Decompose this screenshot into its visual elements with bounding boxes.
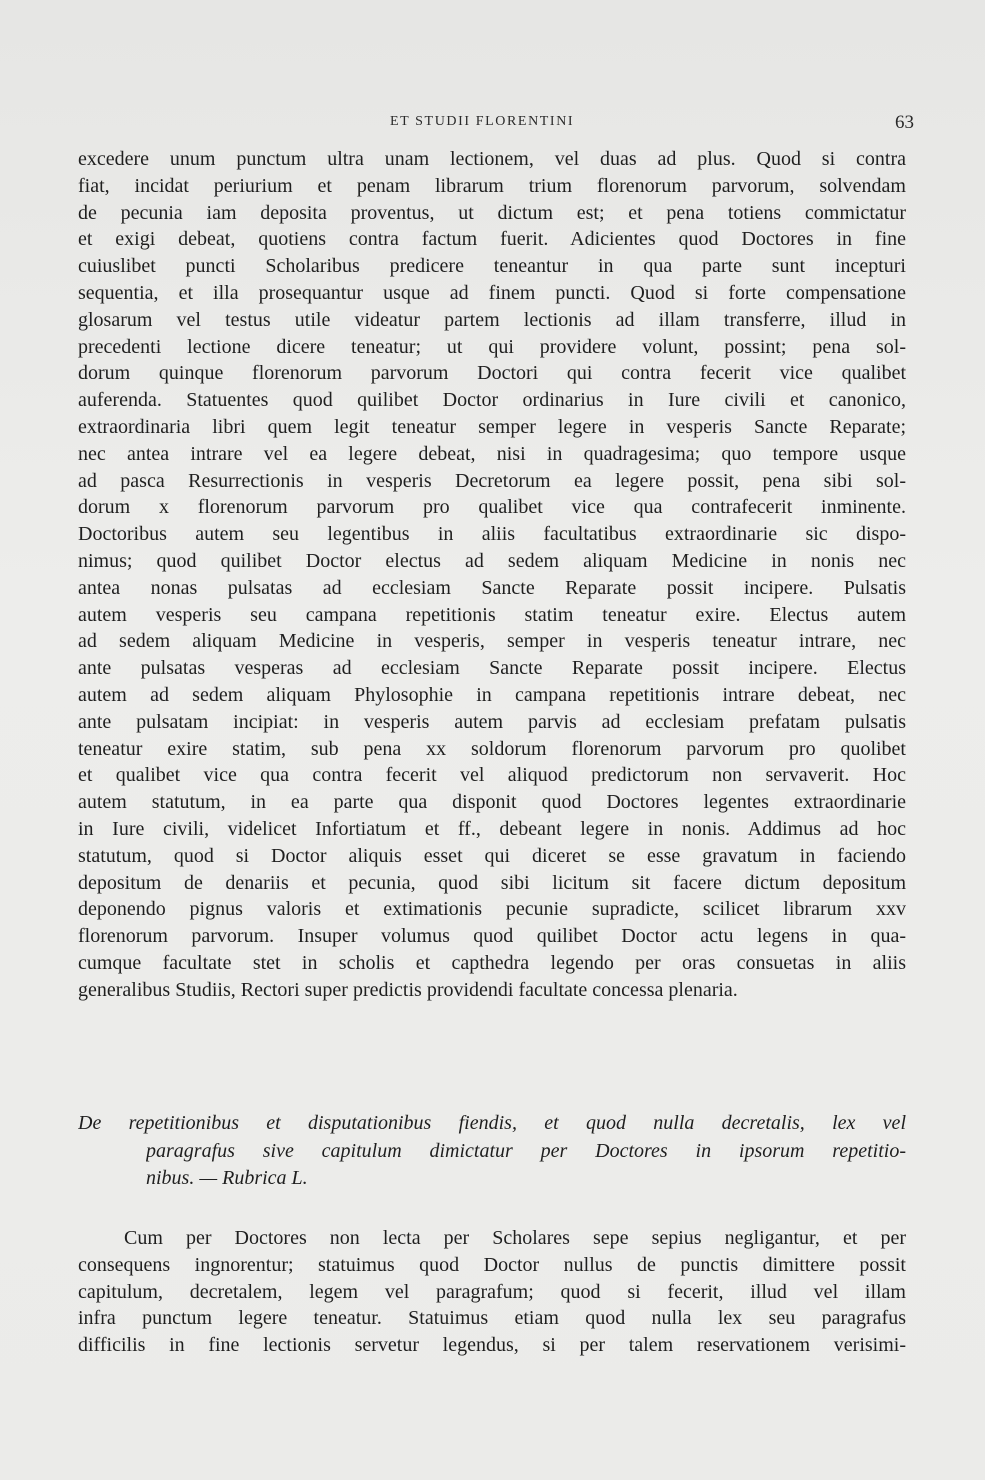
text-line: dorum x florenorum parvorum pro qualibet vice qua contrafecerit inminente. [78,496,906,519]
text-line: et qualibet vice qua contra fecerit vel aliquod predictorum non servaverit. Hoc [78,764,906,787]
text-line: generalibus Studiis, Rectori super predictis providendi facultate concessa plenaria. [78,978,738,1001]
text-line: teneatur exire statim, sub pena xx soldorum florenorum parvorum pro quolibet [78,737,906,760]
text-line: auferenda. Statuentes quod quilibet Doctor ordinarius in Iure civili et canonico, [78,389,906,412]
text-line: et exigi debeat, quotiens contra factum fuerit. Adicientes quod Doctores in fine [78,228,906,251]
rubric-line: nibus. — Rubrica L. [146,1167,308,1189]
rubric-line: De repetitionibus et disputationibus fiendis, et quod nulla decretalis, lex vel [78,1112,906,1134]
text-line: capitulum, decretalem, legem vel paragrafum; quod si fecerit, illud vel illam [78,1280,906,1303]
text-line: Cum per Doctores non lecta per Scholares sepe sepius negligantur, et per [124,1227,906,1249]
text-line: depositum de denariis et pecunia, quod sibi licitum sit facere dictum depositum [78,871,906,894]
rubric-heading [78,1110,906,1193]
text-line: de pecunia iam deposita proventus, ut dictum est; et pena totiens commictatur [78,201,906,224]
text-line: glosarum vel testus utile videatur partem lectionis ad illam transferre, illud in [78,308,906,331]
rubric-line: paragrafus sive capitulum dimictatur per Doctores in ipsorum repetitio- [146,1139,906,1162]
text-line: excedere unum punctum ultra unam lectionem, vel duas ad plus. Quod si contra [78,148,906,170]
text-line: cumque facultate stet in scholis et capthedra legendo per oras consuetas in aliis [78,951,906,974]
text-line: dorum quinque florenorum parvorum Doctori qui contra fecerit vice qualibet [78,362,906,385]
text-line: consequens ingnorentur; statuimus quod Doctor nullus de punctis dimittere possit [78,1253,906,1276]
statute-body-text [78,146,906,1004]
text-line: precedenti lectione dicere teneatur; ut qui providere volunt, possint; pena sol- [78,335,906,358]
text-line: difficilis in fine lectionis servetur legendus, si per talem reservationem verisimi- [78,1334,906,1357]
text-line: statutum, quod si Doctor aliquis esset qui diceret se esse gravatum in faciendo [78,844,906,867]
text-line: florenorum parvorum. Insuper volumus quod quilibet Doctor actu legens in qua- [78,925,906,948]
text-line: autem vesperis seu campana repetitionis statim teneatur exire. Electus autem [78,603,906,626]
text-line: in Iure civili, videlicet Infortiatum et ff., debeant legere in nonis. Addimus ad hoc [78,817,906,840]
text-line: ante pulsatas vesperas ad ecclesiam Sancte Reparate possit incipere. Electus [78,657,906,680]
text-line: infra punctum legere teneatur. Statuimus etiam quod nulla lex seu paragrafus [78,1307,906,1330]
running-head [0,114,985,138]
text-line: autem statutum, in ea parte qua disponit quod Doctores legentes extraordinarie [78,791,906,814]
text-line: ad pasca Resurrectionis in vesperis Decretorum ea legere possit, pena sibi sol- [78,469,906,492]
text-line: antea nonas pulsatas ad ecclesiam Sancte Reparate possit incipere. Pulsatis [78,576,906,599]
rubric-section-text [78,1225,906,1359]
text-line: fiat, incidat periurium et penam librarum trium florenorum parvorum, solvendam [78,174,906,197]
text-line: extraordinaria libri quem legit teneatur semper legere in vesperis Sancte Reparate; [78,415,906,438]
text-line: autem ad sedem aliquam Phylosophie in campana repetitionis intrare debeat, nec [78,683,906,706]
running-title: ET STUDII FLORENTINI [390,114,575,129]
text-line: ante pulsatam incipiat: in vesperis autem parvis ad ecclesiam prefatam pulsatis [78,710,906,733]
text-line: deponendo pignus valoris et extimationis pecunie supradicte, scilicet librarum xxv [78,898,906,921]
text-line: nimus; quod quilibet Doctor electus ad sedem aliquam Medicine in nonis nec [78,549,906,572]
text-line: Doctoribus autem seu legentibus in aliis facultatibus extraordinarie sic dispo- [78,523,906,546]
text-line: cuiuslibet puncti Scholaribus predicere teneantur in qua parte sunt incepturi [78,255,906,278]
text-line: sequentia, et illa prosequantur usque ad finem puncti. Quod si forte compensatione [78,281,906,304]
text-line: ad sedem aliquam Medicine in vesperis, semper in vesperis teneatur intrare, nec [78,630,906,653]
page-number: 63 [895,112,914,133]
text-line: nec antea intrare vel ea legere debeat, nisi in quadragesima; quo tempore usque [78,442,906,465]
